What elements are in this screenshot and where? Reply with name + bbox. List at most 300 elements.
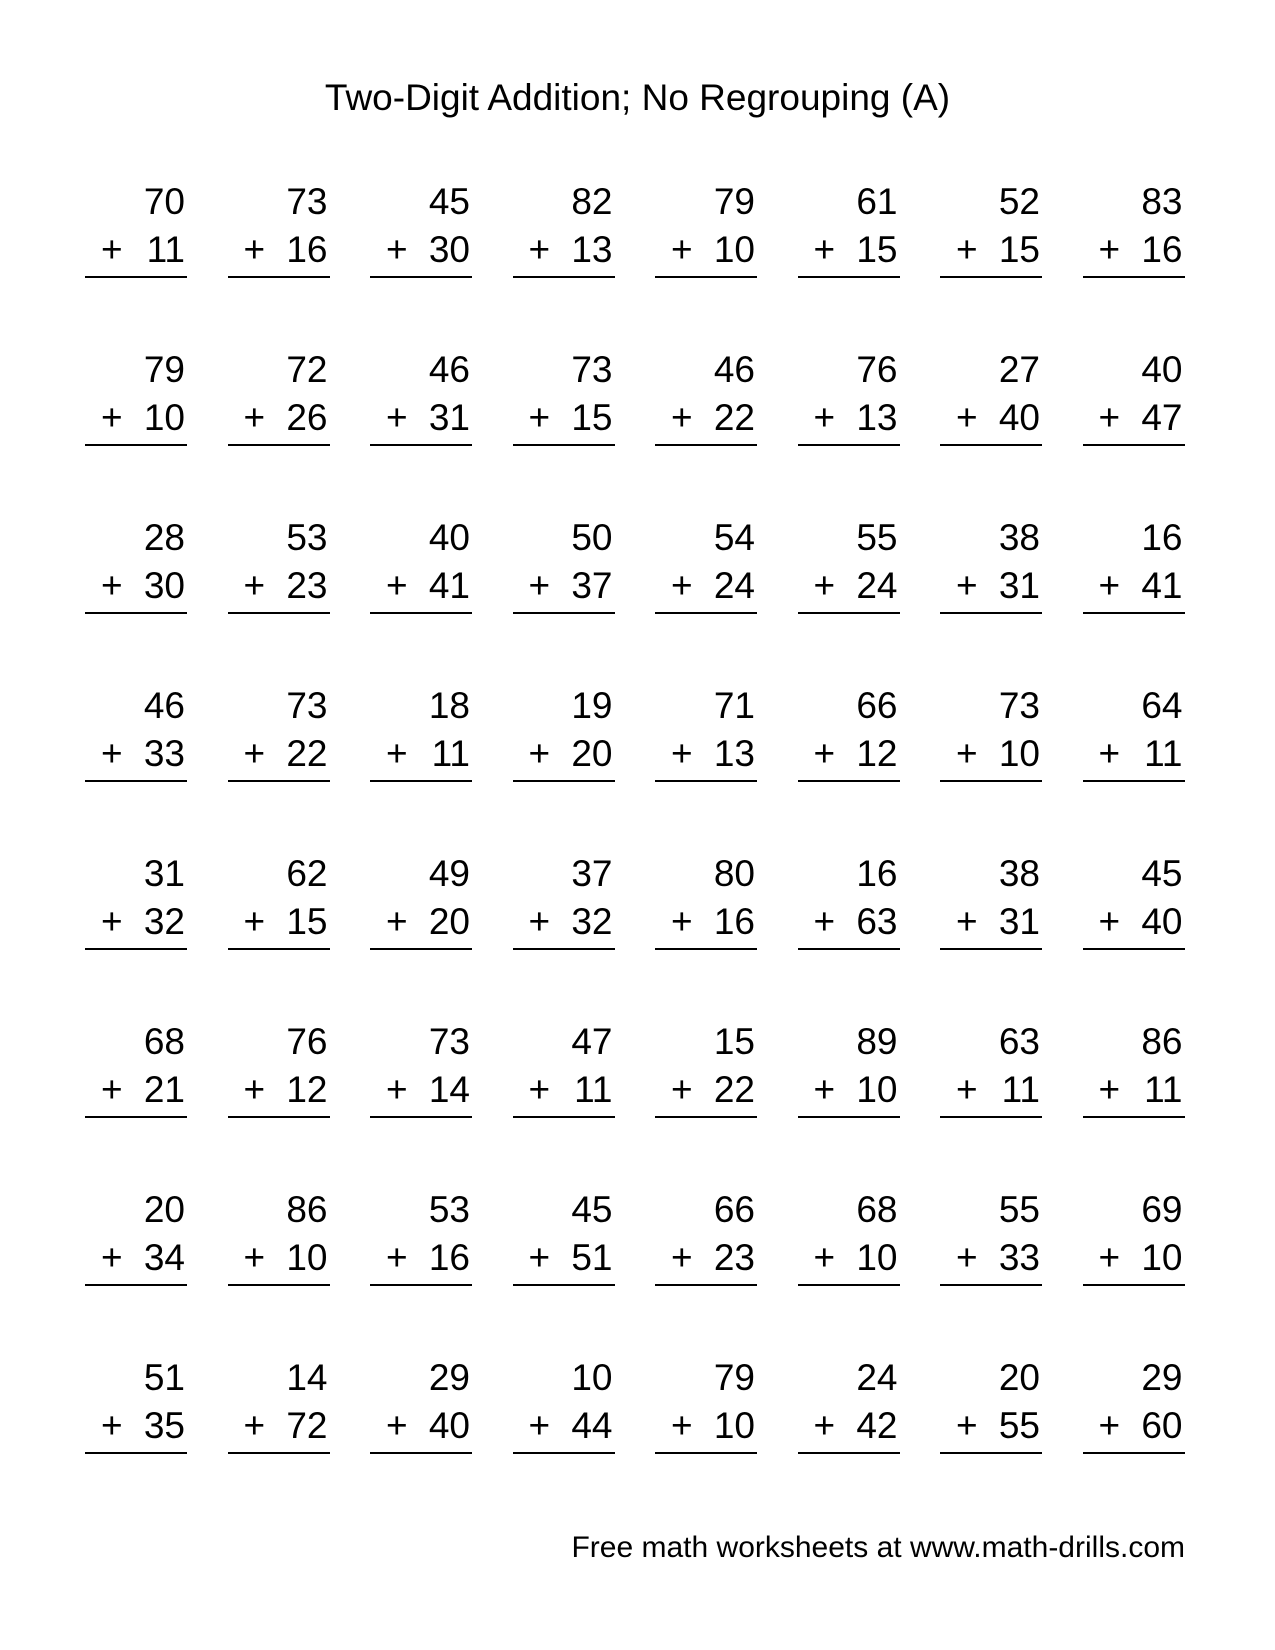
- plus-sign: +: [956, 1237, 978, 1278]
- addend-line: [513, 1234, 613, 1282]
- addition-problem: [513, 850, 615, 950]
- addition-problem: [655, 1186, 757, 1286]
- answer-line: [940, 612, 1042, 614]
- addend-line: [228, 1402, 328, 1450]
- addition-problem: [370, 850, 472, 950]
- addend-line: [85, 730, 185, 778]
- augend: 37: [571, 853, 613, 894]
- addition-problem: [798, 178, 900, 278]
- addend: 10: [286, 1237, 328, 1278]
- addition-problem: [655, 514, 757, 614]
- augend: 62: [286, 853, 328, 894]
- augend: 82: [571, 181, 613, 222]
- addend: 42: [856, 1405, 898, 1446]
- answer-line: [85, 612, 187, 614]
- plus-sign: +: [243, 733, 266, 774]
- augend: 45: [571, 1189, 613, 1230]
- addend: 10: [856, 1237, 898, 1278]
- answer-line: [370, 1116, 472, 1118]
- answer-line: [1083, 444, 1185, 446]
- plus-sign: +: [528, 565, 551, 606]
- addition-problem: [85, 1018, 187, 1118]
- addition-problem: [513, 682, 615, 782]
- addend: 16: [428, 1237, 470, 1278]
- addition-problem: [85, 1186, 187, 1286]
- plus-sign: +: [528, 229, 551, 270]
- addend-line: [228, 1234, 328, 1282]
- augend: 52: [998, 181, 1040, 222]
- plus-sign: +: [243, 1069, 266, 1110]
- addition-problem: [370, 682, 472, 782]
- augend: 40: [1141, 349, 1183, 390]
- augend: 73: [428, 1021, 470, 1062]
- answer-line: [85, 444, 187, 446]
- answer-line: [940, 1284, 1042, 1286]
- plus-sign: +: [813, 1237, 836, 1278]
- augend: 86: [1141, 1021, 1183, 1062]
- augend: 38: [998, 853, 1040, 894]
- addend-line: [940, 1066, 1040, 1114]
- augend: 53: [428, 1189, 470, 1230]
- answer-line: [370, 1452, 472, 1454]
- plus-sign: +: [386, 229, 408, 270]
- addend: 51: [571, 1237, 613, 1278]
- answer-line: [228, 612, 330, 614]
- addend: 41: [1141, 565, 1183, 606]
- addend-line: [655, 226, 755, 274]
- addition-problem: [370, 1354, 472, 1454]
- plus-sign: +: [243, 901, 266, 942]
- addend: 33: [998, 1237, 1040, 1278]
- plus-sign: +: [956, 1405, 978, 1446]
- augend: 16: [1141, 517, 1183, 558]
- addition-problem: [655, 1018, 757, 1118]
- addend: 47: [1141, 397, 1183, 438]
- plus-sign: +: [1098, 1237, 1121, 1278]
- addition-problem: [1083, 1354, 1185, 1454]
- answer-line: [1083, 1452, 1185, 1454]
- addend-line: [1083, 562, 1183, 610]
- problem-row: [85, 1186, 1185, 1354]
- plus-sign: +: [1098, 1405, 1121, 1446]
- addend-line: [513, 898, 613, 946]
- plus-sign: +: [243, 565, 266, 606]
- plus-sign: +: [1098, 565, 1121, 606]
- augend: 16: [856, 853, 898, 894]
- augend: 15: [713, 1021, 755, 1062]
- addition-problem: [798, 1186, 900, 1286]
- answer-line: [655, 1452, 757, 1454]
- addition-problem: [1083, 850, 1185, 950]
- addition-problem: [370, 178, 472, 278]
- addend: 72: [286, 1405, 328, 1446]
- addition-problem: [228, 514, 330, 614]
- plus-sign: +: [101, 1237, 123, 1278]
- addend-line: [370, 1234, 470, 1282]
- augend: 10: [571, 1357, 613, 1398]
- addition-problem: [85, 514, 187, 614]
- augend: 71: [713, 685, 755, 726]
- addend-line: [940, 226, 1040, 274]
- addend-line: [655, 394, 755, 442]
- addition-problem: [513, 346, 615, 446]
- problem-row: [85, 514, 1185, 682]
- problem-grid: [85, 178, 1185, 1522]
- addend-line: [798, 1234, 898, 1282]
- augend: 24: [856, 1357, 898, 1398]
- addition-problem: [513, 1186, 615, 1286]
- addition-problem: [798, 1354, 900, 1454]
- addend-line: [940, 394, 1040, 442]
- addend: 24: [713, 565, 755, 606]
- augend: 72: [286, 349, 328, 390]
- addend: 11: [146, 229, 185, 270]
- addition-problem: [513, 178, 615, 278]
- plus-sign: +: [243, 1237, 266, 1278]
- addend: 13: [856, 397, 898, 438]
- augend: 73: [286, 181, 328, 222]
- plus-sign: +: [1098, 229, 1121, 270]
- answer-line: [655, 276, 757, 278]
- addend-line: [798, 1066, 898, 1114]
- addend: 44: [571, 1405, 613, 1446]
- addend: 13: [571, 229, 613, 270]
- addend: 20: [571, 733, 613, 774]
- addition-problem: [1083, 1018, 1185, 1118]
- addend: 10: [713, 229, 755, 270]
- addition-problem: [228, 1354, 330, 1454]
- addend: 11: [574, 1069, 613, 1110]
- addition-problem: [228, 682, 330, 782]
- augend: 20: [998, 1357, 1040, 1398]
- addition-problem: [1083, 514, 1185, 614]
- problem-row: [85, 346, 1185, 514]
- addend-line: [655, 898, 755, 946]
- answer-line: [798, 948, 900, 950]
- addend: 40: [998, 397, 1040, 438]
- answer-line: [1083, 612, 1185, 614]
- addend: 30: [428, 229, 470, 270]
- addition-problem: [798, 682, 900, 782]
- addend-line: [798, 562, 898, 610]
- addend-line: [85, 898, 185, 946]
- augend: 46: [428, 349, 470, 390]
- plus-sign: +: [956, 565, 978, 606]
- plus-sign: +: [671, 397, 693, 438]
- problem-row: [85, 178, 1185, 346]
- addition-problem: [940, 850, 1042, 950]
- plus-sign: +: [528, 397, 551, 438]
- addend-line: [1083, 394, 1183, 442]
- addition-problem: [228, 346, 330, 446]
- addend: 63: [856, 901, 898, 942]
- addend: 26: [286, 397, 328, 438]
- augend: 69: [1141, 1189, 1183, 1230]
- plus-sign: +: [386, 397, 408, 438]
- addend-line: [85, 226, 185, 274]
- addend: 16: [713, 901, 755, 942]
- addend-line: [513, 226, 613, 274]
- augend: 80: [713, 853, 755, 894]
- addend-line: [228, 562, 328, 610]
- addend-line: [228, 226, 328, 274]
- addend-line: [1083, 226, 1183, 274]
- addend: 16: [286, 229, 328, 270]
- addend-line: [228, 1066, 328, 1114]
- addend-line: [370, 1402, 470, 1450]
- augend: 19: [571, 685, 613, 726]
- answer-line: [940, 948, 1042, 950]
- worksheet-title: Two-Digit Addition; No Regrouping (A): [324, 77, 951, 118]
- augend: 76: [856, 349, 898, 390]
- answer-line: [85, 948, 187, 950]
- answer-line: [513, 444, 615, 446]
- addend: 10: [998, 733, 1040, 774]
- augend: 54: [713, 517, 755, 558]
- footer-credit: Free math worksheets at www.math-drills.com: [571, 1531, 1185, 1564]
- plus-sign: +: [528, 901, 551, 942]
- addition-problem: [940, 1354, 1042, 1454]
- addend-line: [85, 1234, 185, 1282]
- addend: 15: [998, 229, 1040, 270]
- addition-problem: [798, 346, 900, 446]
- addend: 12: [286, 1069, 328, 1110]
- plus-sign: +: [101, 901, 123, 942]
- augend: 73: [998, 685, 1040, 726]
- addition-problem: [370, 1186, 472, 1286]
- plus-sign: +: [101, 397, 123, 438]
- addition-problem: [85, 1354, 187, 1454]
- answer-line: [513, 780, 615, 782]
- addend: 12: [856, 733, 898, 774]
- augend: 86: [286, 1189, 328, 1230]
- addend-line: [798, 394, 898, 442]
- plus-sign: +: [528, 1069, 551, 1110]
- addition-problem: [513, 514, 615, 614]
- answer-line: [798, 444, 900, 446]
- addend: 16: [1141, 229, 1183, 270]
- addend: 11: [431, 733, 470, 774]
- answer-line: [85, 1452, 187, 1454]
- addend: 40: [428, 1405, 470, 1446]
- plus-sign: +: [671, 1069, 693, 1110]
- answer-line: [370, 444, 472, 446]
- addition-problem: [655, 1354, 757, 1454]
- addend-line: [513, 730, 613, 778]
- addend-line: [370, 898, 470, 946]
- addition-problem: [655, 850, 757, 950]
- answer-line: [85, 780, 187, 782]
- addition-problem: [940, 346, 1042, 446]
- plus-sign: +: [671, 733, 693, 774]
- augend: 79: [143, 349, 185, 390]
- plus-sign: +: [386, 1069, 408, 1110]
- answer-line: [655, 780, 757, 782]
- augend: 31: [143, 853, 185, 894]
- addition-problem: [798, 514, 900, 614]
- answer-line: [940, 276, 1042, 278]
- augend: 40: [428, 517, 470, 558]
- addend: 14: [428, 1069, 470, 1110]
- addend-line: [513, 562, 613, 610]
- addend: 10: [143, 397, 185, 438]
- answer-line: [513, 276, 615, 278]
- addition-problem: [370, 514, 472, 614]
- plus-sign: +: [671, 229, 693, 270]
- addition-problem: [1083, 178, 1185, 278]
- augend: 73: [571, 349, 613, 390]
- addition-problem: [85, 850, 187, 950]
- addition-problem: [798, 1018, 900, 1118]
- addend-line: [1083, 730, 1183, 778]
- problem-row: [85, 850, 1185, 1018]
- problem-row: [85, 682, 1185, 850]
- addend-line: [798, 898, 898, 946]
- addend-line: [513, 394, 613, 442]
- augend: 64: [1141, 685, 1183, 726]
- addend-line: [940, 898, 1040, 946]
- addend-line: [798, 1402, 898, 1450]
- addend: 22: [713, 1069, 755, 1110]
- addend: 15: [571, 397, 613, 438]
- addend-line: [1083, 1066, 1183, 1114]
- addition-problem: [1083, 682, 1185, 782]
- augend: 20: [143, 1189, 185, 1230]
- addition-problem: [655, 178, 757, 278]
- plus-sign: +: [528, 733, 551, 774]
- answer-line: [513, 1284, 615, 1286]
- addition-problem: [655, 346, 757, 446]
- answer-line: [940, 444, 1042, 446]
- augend: 66: [713, 1189, 755, 1230]
- addend-line: [85, 562, 185, 610]
- addend-line: [940, 1402, 1040, 1450]
- plus-sign: +: [101, 565, 123, 606]
- plus-sign: +: [671, 901, 693, 942]
- addend: 22: [713, 397, 755, 438]
- augend: 28: [143, 517, 185, 558]
- addition-problem: [370, 1018, 472, 1118]
- augend: 73: [286, 685, 328, 726]
- addition-problem: [940, 682, 1042, 782]
- addend: 10: [713, 1405, 755, 1446]
- plus-sign: +: [528, 1405, 551, 1446]
- plus-sign: +: [956, 901, 978, 942]
- addend: 20: [428, 901, 470, 942]
- addition-problem: [85, 178, 187, 278]
- augend: 38: [998, 517, 1040, 558]
- addend-line: [940, 1234, 1040, 1282]
- addend-line: [1083, 1234, 1183, 1282]
- addition-problem: [85, 682, 187, 782]
- answer-line: [798, 276, 900, 278]
- addend-line: [85, 394, 185, 442]
- plus-sign: +: [243, 229, 266, 270]
- plus-sign: +: [101, 733, 123, 774]
- addition-problem: [1083, 1186, 1185, 1286]
- answer-line: [228, 1116, 330, 1118]
- plus-sign: +: [101, 1069, 123, 1110]
- plus-sign: +: [386, 901, 408, 942]
- answer-line: [798, 1116, 900, 1118]
- plus-sign: +: [813, 1405, 836, 1446]
- answer-line: [1083, 1116, 1185, 1118]
- plus-sign: +: [386, 565, 408, 606]
- addend: 22: [286, 733, 328, 774]
- answer-line: [370, 948, 472, 950]
- addend: 11: [1144, 1069, 1183, 1110]
- answer-line: [228, 1452, 330, 1454]
- answer-line: [513, 948, 615, 950]
- addend-line: [1083, 1402, 1183, 1450]
- augend: 49: [428, 853, 470, 894]
- plus-sign: +: [386, 1237, 408, 1278]
- augend: 55: [998, 1189, 1040, 1230]
- addition-problem: [513, 1018, 615, 1118]
- answer-line: [513, 612, 615, 614]
- plus-sign: +: [956, 733, 978, 774]
- augend: 89: [856, 1021, 898, 1062]
- answer-line: [85, 1284, 187, 1286]
- addend: 37: [571, 565, 613, 606]
- addend-line: [228, 730, 328, 778]
- plus-sign: +: [386, 1405, 408, 1446]
- answer-line: [798, 612, 900, 614]
- answer-line: [85, 1116, 187, 1118]
- plus-sign: +: [1098, 1069, 1121, 1110]
- answer-line: [85, 276, 187, 278]
- addend-line: [655, 1066, 755, 1114]
- plus-sign: +: [813, 1069, 836, 1110]
- plus-sign: +: [813, 901, 836, 942]
- augend: 83: [1141, 181, 1183, 222]
- answer-line: [228, 444, 330, 446]
- addend: 60: [1141, 1405, 1183, 1446]
- answer-line: [655, 1116, 757, 1118]
- plus-sign: +: [813, 229, 836, 270]
- addend: 31: [428, 397, 470, 438]
- answer-line: [1083, 780, 1185, 782]
- answer-line: [370, 780, 472, 782]
- addend: 34: [143, 1237, 185, 1278]
- answer-line: [228, 780, 330, 782]
- addition-problem: [1083, 346, 1185, 446]
- addend-line: [798, 730, 898, 778]
- addend: 13: [713, 733, 755, 774]
- augend: 76: [286, 1021, 328, 1062]
- augend: 68: [143, 1021, 185, 1062]
- answer-line: [655, 612, 757, 614]
- addend-line: [513, 1402, 613, 1450]
- addend: 40: [1141, 901, 1183, 942]
- addend: 15: [286, 901, 328, 942]
- plus-sign: +: [671, 1405, 693, 1446]
- answer-line: [1083, 276, 1185, 278]
- plus-sign: +: [243, 1405, 266, 1446]
- answer-line: [370, 276, 472, 278]
- augend: 14: [286, 1357, 328, 1398]
- plus-sign: +: [101, 1405, 123, 1446]
- augend: 18: [428, 685, 470, 726]
- augend: 53: [286, 517, 328, 558]
- answer-line: [655, 1284, 757, 1286]
- plus-sign: +: [813, 397, 836, 438]
- answer-line: [940, 780, 1042, 782]
- addend: 24: [856, 565, 898, 606]
- answer-line: [228, 948, 330, 950]
- addend-line: [655, 1402, 755, 1450]
- addition-problem: [228, 850, 330, 950]
